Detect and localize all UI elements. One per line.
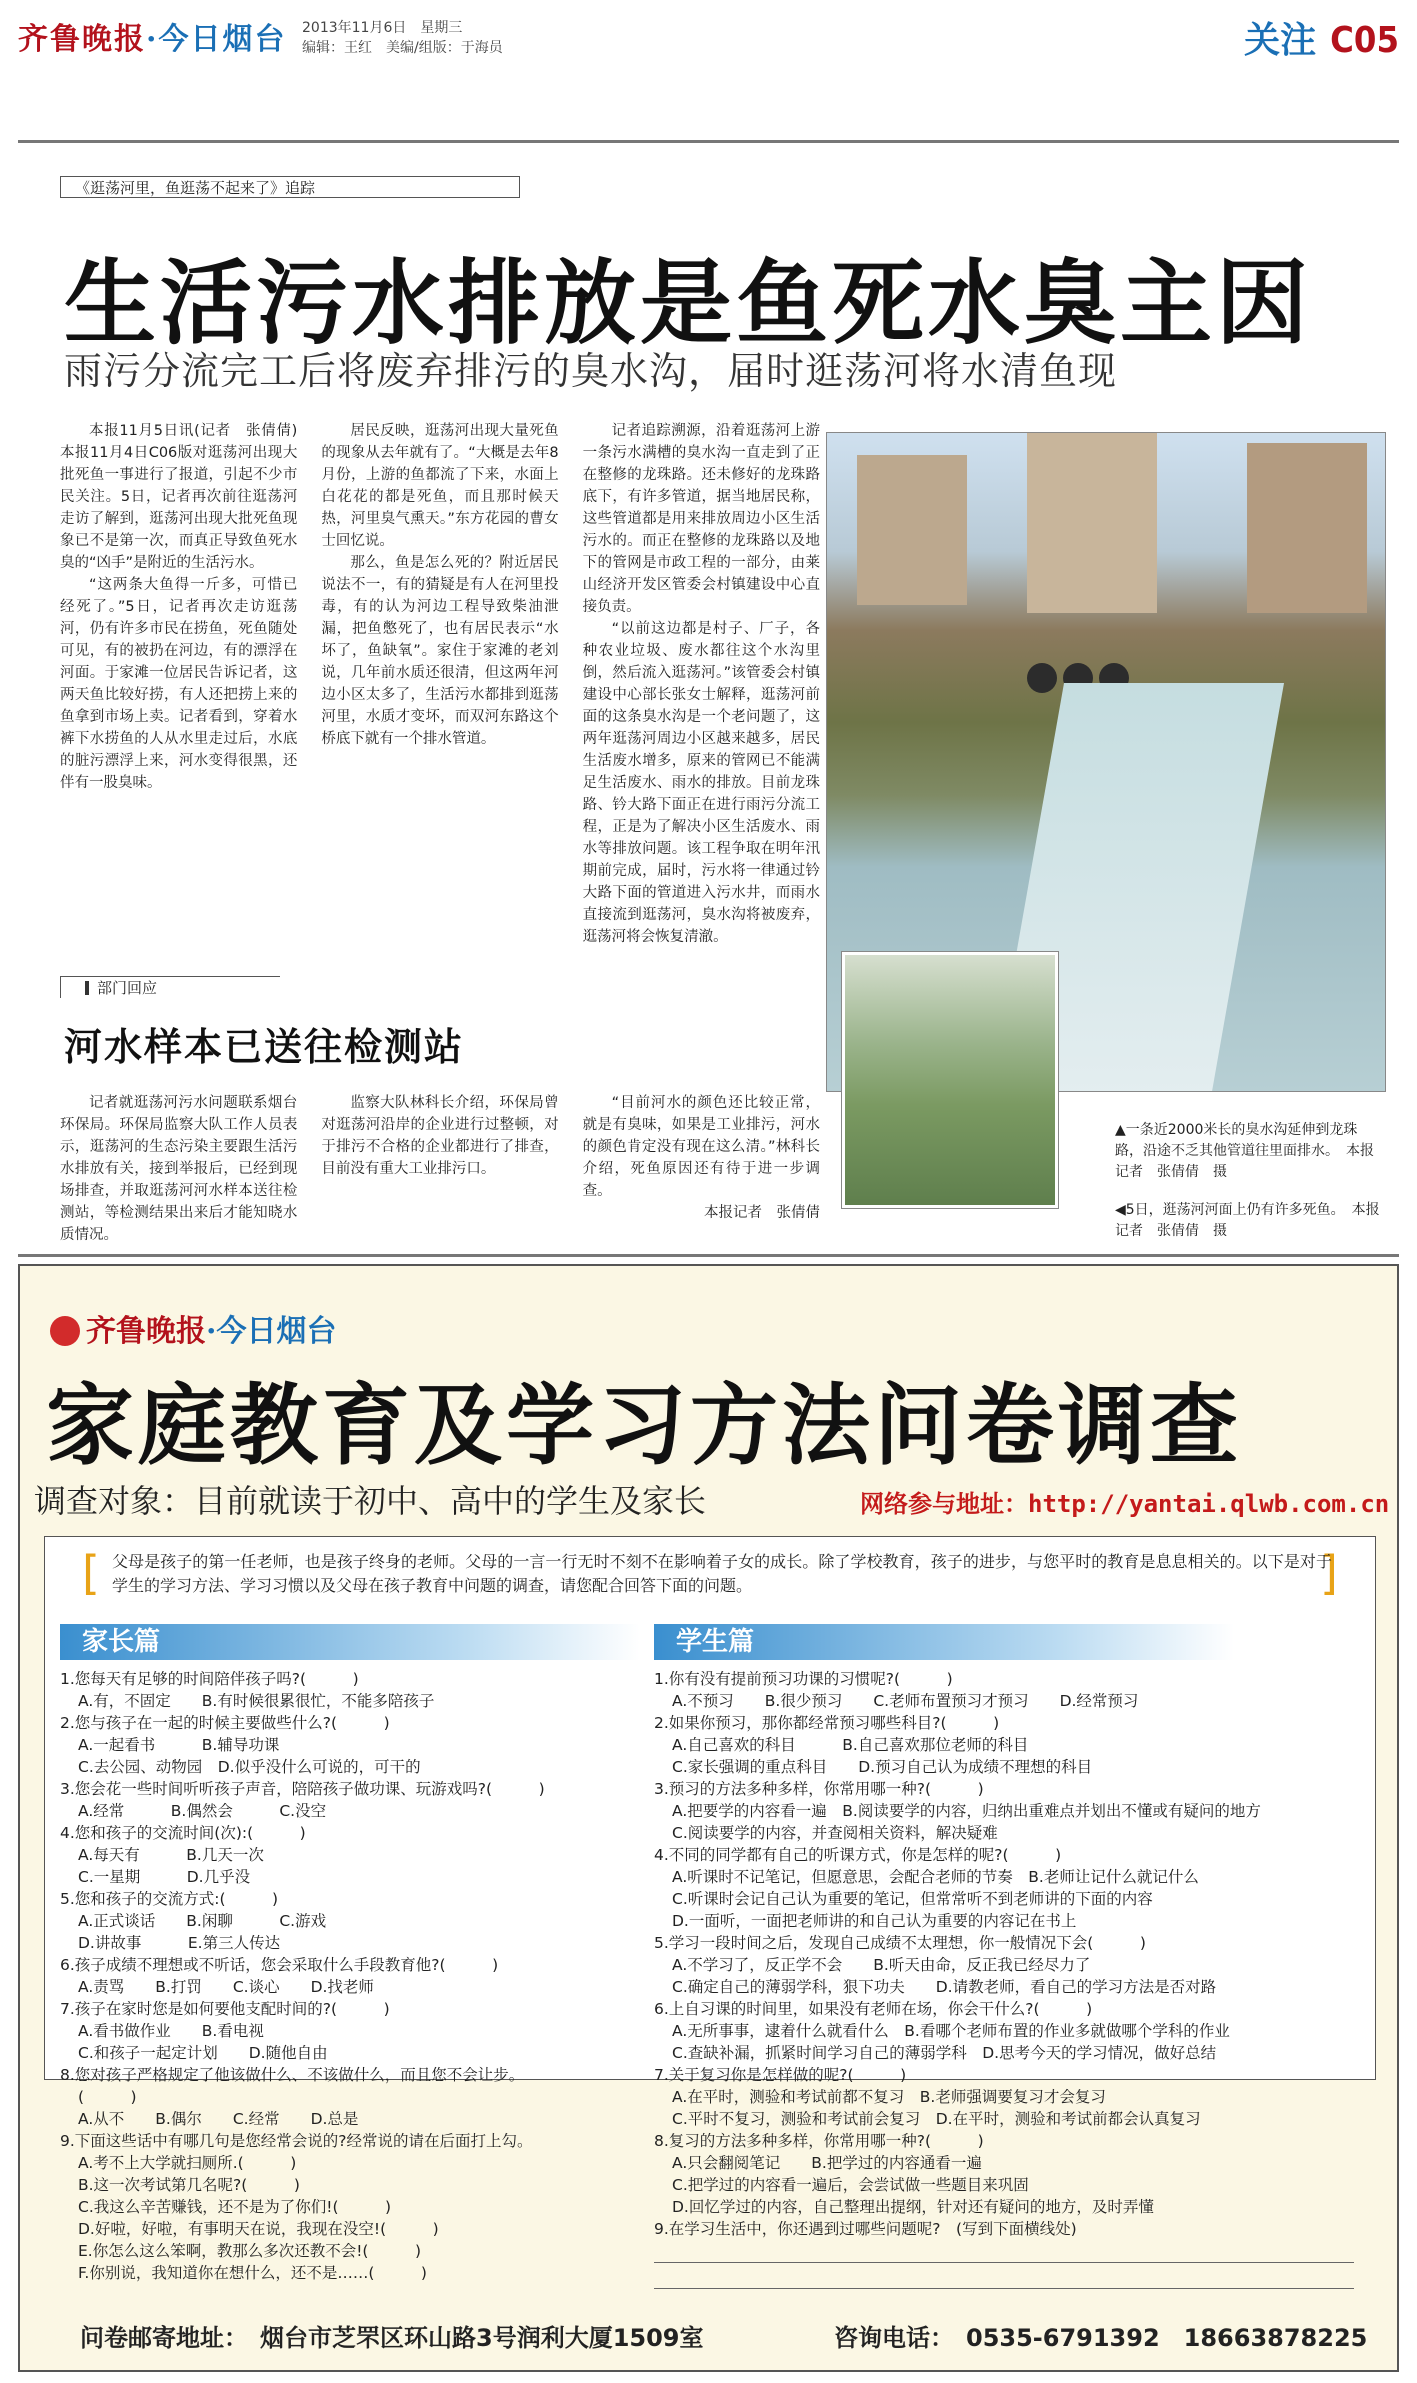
options: A.自己喜欢的科目 B.自己喜欢那位老师的科目 (672, 1736, 1029, 1754)
survey-url[interactable]: 网络参与地址：http://yantai.qlwb.com.cn (860, 1490, 1390, 1518)
page-label (1244, 12, 1399, 63)
options: A.从不 B.偶尔 C.经常 D.总是 (78, 2110, 359, 2128)
headline-secondary: 河水样本已送往检测站 (64, 1025, 465, 1069)
paragraph: 那么，鱼是怎么死的？附近居民说法不一，有的猜疑是有人在河里投毒，有的认为河边工程导致柴油泄漏，把鱼憋死了，也有居民表示“水坏了，鱼缺氧”。家住于家滩的老刘说，几年前水质还很清，但这两年河边小区太多了，生活污水都排到逛荡河里，水质才变坏，而双河东路这个桥底下就有一个排水管道。 (321, 555, 559, 747)
headline: 生活污水排放是鱼死水臭主因 (64, 250, 1313, 357)
options: A.在平时，测验和考试前都不复习 B.老师强调要复习才会复习 (672, 2088, 1106, 2106)
options: D.回忆学过的内容，自己整理出提纲，针对还有疑问的地方，及时弄懂 (672, 2198, 1154, 2216)
options: D.好啦，好啦，有事明天在说，我现在没空!( ) (78, 2220, 439, 2238)
question: 6.孩子成绩不理想或不听话，您会采取什么手段教育他?( ) (60, 1956, 499, 1974)
options: A.责骂 B.打罚 C.谈心 D.找老师 (78, 1978, 374, 1996)
answer-line[interactable] (654, 2288, 1354, 2289)
options: C.家长强调的重点科目 D.预习自己认为成绩不理想的科目 (672, 1758, 1093, 1776)
options: C.和孩子一起定计划 D.随他自由 (78, 2044, 328, 2062)
survey-logo: 齐鲁晚报·今日烟台 (50, 1306, 336, 1350)
mail-address: 问卷邮寄地址： 烟台市芝罘区环山路3号润利大厦1509室 (80, 2324, 704, 2352)
parents-questions (60, 1668, 640, 2284)
divider (18, 1254, 1399, 1257)
question: 3.预习的方法多种多样，你常用哪一种?( ) (654, 1780, 984, 1798)
article-body (60, 420, 820, 948)
byline: 本报记者 张倩倩 (703, 1205, 820, 1221)
divider (18, 140, 1399, 143)
question: 9.下面这些话中有哪几句是您经常会说的?经常说的请在后面打上勾。 (60, 2132, 533, 2150)
options: ( ) (78, 2088, 137, 2106)
paragraph: “这两条大鱼得一斤多，可惜已经死了。”5日，记者再次走访逛荡河，仍有许多市民在捞鱼，死鱼随处可见，有的被扔在河边，有的漂浮在河面。于家滩一位居民告诉记者，这两天鱼比较好捞，有人还把捞上来的鱼拿到市场上卖。记者看到，穿着水裤下水捞鱼的人从水里走过后，水底的脏污漂浮上来，河水变得很黑，还伴有一股臭味。 (60, 577, 298, 791)
logo-icon (50, 1316, 80, 1346)
paragraph: 监察大队林科长介绍，环保局曾对逛荡河沿岸的企业进行过整顿，对于排污不合格的企业都进行了排查，目前没有重大工业排污口。 (321, 1095, 559, 1177)
options: A.不预习 B.很少预习 C.老师布置预习才预习 D.经常预习 (672, 1692, 1139, 1710)
question: 6.上自习课的时间里，如果没有老师在场，你会干什么?( ) (654, 2000, 1093, 2018)
article-body (60, 1092, 820, 1246)
paragraph: 居民反映，逛荡河出现大量死鱼的现象从去年就有了。“大概是去年8月份，上游的鱼都流了下来，水面上白花花的都是死鱼，而且那时候天热，河里臭气熏天。”东方花园的曹女士回忆说。 (321, 423, 559, 549)
question: 4.您和孩子的交流时间(次):( ) (60, 1824, 306, 1842)
column-1 (60, 420, 312, 948)
options: C.听课时会记自己认为重要的笔记，但常常听不到老师讲的下面的内容 (672, 1890, 1153, 1908)
question: 8.您对孩子严格规定了他该做什么、不该做什么，而且您不会让步。 (60, 2066, 525, 2084)
options: C.我这么辛苦赚钱，还不是为了你们!( ) (78, 2198, 392, 2216)
photo-caption: ◀5日，逛荡河河面上仍有许多死鱼。 本报记者 张倩倩 摄 (1115, 1202, 1380, 1239)
paragraph: “目前河水的颜色还比较正常，就是有臭味，如果是工业排污，河水的颜色肯定没有现在这么清。”林科长介绍，死鱼原因还有待于进一步调查。 (582, 1095, 820, 1199)
question: 7.孩子在家时您是如何要他支配时间的?( ) (60, 2000, 390, 2018)
options: A.正式谈话 B.闲聊 C.游戏 (78, 1912, 327, 1930)
options: A.考不上大学就扫厕所.( ) (78, 2154, 297, 2172)
options: C.把学过的内容看一遍后，会尝试做一些题目来巩固 (672, 2176, 1029, 2194)
survey-target: 调查对象：目前就读于初中、高中的学生及家长 (34, 1482, 707, 1520)
paragraph: 记者追踪溯源，沿着逛荡河上游一条污水满槽的臭水沟一直走到了正在整修的龙珠路。还未修好的龙珠路底下，有许多管道，据当地居民称，这些管道都是用来排放周边小区生活污水的。而正在整修的龙珠路以及地下的管网是市政工程的一部分，由莱山经济开发区管委会村镇建设中心直接负责。 (582, 423, 820, 615)
options: A.把要学的内容看一遍 B.阅读要学的内容，归纳出重难点并划出不懂或有疑问的地方 (672, 1802, 1261, 1820)
section-heading-students: 学生篇 (654, 1624, 1234, 1660)
question: 5.学习一段时间之后，发现自己成绩不太理想，你一般情况下会( ) (654, 1934, 1146, 1952)
options: A.无所事事，逮着什么就看什么 B.看哪个老师布置的作业多就做哪个学科的作业 (672, 2022, 1230, 2040)
options: A.一起看书 B.辅导功课 (78, 1736, 280, 1754)
question: 3.您会花一些时间听听孩子声音，陪陪孩子做功课、玩游戏吗?( ) (60, 1780, 545, 1798)
options: A.只会翻阅笔记 B.把学过的内容通看一遍 (672, 2154, 982, 2172)
column-3 (583, 1092, 820, 1246)
options: A.听课时不记笔记，但愿意思，会配合老师的节奏 B.老师让记什么就记什么 (672, 1868, 1199, 1886)
masthead-logo: 齐鲁晚报·今日烟台 (18, 22, 287, 57)
options: A.经常 B.偶然会 C.没空 (78, 1802, 327, 1820)
paragraph: 记者就逛荡河污水问题联系烟台环保局。环保局监察大队工作人员表示，逛荡河的生态污染主要跟生活污水排放有关，接到举报后，已经到现场排查，并取逛荡河河水样本送往检测站，等检测结果出来后才能知晓水质情况。 (60, 1095, 298, 1243)
page-number: C05 (1330, 20, 1399, 61)
paragraph: “以前这边都是村子、厂子，各种农业垃圾、废水都往这个水沟里倒，然后流入逛荡河。”该管委会村镇建设中心部长张女士解释，逛荡河前面的这条臭水沟是一个老问题了，这两年逛荡河周边小区越来越多，居民生活废水增多，原来的管网已不能满足生活废水、雨水的排放。目前龙珠路、钤大路下面正在进行雨污分流工程，正是为了解决小区生活废水、雨水等排放问题。该工程争取在明年汛期前完成，届时，污水将一律通过钤大路下面的管道进入污水井，而雨水直接流到逛荡河，臭水沟将被废弃，逛荡河将会恢复清澈。 (582, 621, 820, 945)
article-tag: 《逛荡河里，鱼逛荡不起来了》追踪 (60, 176, 520, 198)
column-3 (583, 420, 820, 948)
options: C.阅读要学的内容，并查阅相关资料，解决疑难 (672, 1824, 998, 1842)
column-2 (321, 1092, 558, 1246)
options: E.你怎么这么笨啊，教那么多次还教不会!( ) (78, 2242, 422, 2260)
date-line: 2013年11月6日 星期三 (302, 20, 463, 36)
question: 4.不同的同学都有自己的听课方式，你是怎样的呢?( ) (654, 1846, 1062, 1864)
options: C.一星期 D.几乎没 (78, 1868, 251, 1886)
question: 1.你有没有提前预习功课的习惯呢?( ) (654, 1670, 953, 1688)
options: A.看书做作业 B.看电视 (78, 2022, 264, 2040)
question: 9.在学习生活中，你还遇到过哪些问题呢? (写到下面横线处) (654, 2220, 1077, 2238)
options: A.不学习了，反正学不会 B.听天由命，反正我已经尽力了 (672, 1956, 1091, 1974)
bracket-left-icon: [ (82, 1546, 100, 1600)
question: 2.您与孩子在一起的时候主要做些什么?( ) (60, 1714, 390, 1732)
students-questions (654, 1668, 1354, 2240)
options: C.确定自己的薄弱学科，狠下功夫 D.请教老师，看自己的学习方法是否对路 (672, 1978, 1217, 1996)
options: D.一面听，一面把老师讲的和自己认为重要的内容记在书上 (672, 1912, 1077, 1930)
options: D.讲故事 E.第三人传达 (78, 1934, 281, 1952)
options: C.平时不复习，测验和考试前会复习 D.在平时，测验和考试前都会认真复习 (672, 2110, 1201, 2128)
column-2 (321, 420, 558, 948)
photo-caption: ▲一条近2000米长的臭水沟延伸到龙珠路，沿途不乏其他管道往里面排水。 本报记者 张倩倩 摄 (1115, 1122, 1374, 1180)
photo-river-dead-fish (842, 952, 1058, 1208)
section-heading-parents: 家长篇 (60, 1624, 640, 1660)
phone-number: 咨询电话： 0535-6791392 18663878225 (834, 2324, 1368, 2352)
bracket-right-icon: ] (1320, 1546, 1338, 1600)
masthead-meta (302, 18, 503, 58)
options: C.查缺补漏，抓紧时间学习自己的薄弱学科 D.思考今天的学习情况，做好总结 (672, 2044, 1217, 2062)
question: 7.关于复习你是怎样做的呢?( ) (654, 2066, 907, 2084)
question: 1.您每天有足够的时间陪伴孩子吗?( ) (60, 1670, 359, 1688)
question: 5.您和孩子的交流方式:( ) (60, 1890, 279, 1908)
editors-line: 编辑：王红 美编/组版：于海员 (302, 40, 503, 56)
options: A.每天有 B.几天一次 (78, 1846, 264, 1864)
column-1 (60, 1092, 297, 1246)
options: C.去公园、动物园 D.似乎没什么可说的，可干的 (78, 1758, 421, 1776)
question: 8.复习的方法多种多样，你常用哪一种?( ) (654, 2132, 984, 2150)
options: A.有，不固定 B.有时候很累很忙，不能多陪孩子 (78, 1692, 435, 1710)
question: 2.如果你预习，那你都经常预习哪些科目?( ) (654, 1714, 1000, 1732)
article-tag: 部门回应 (60, 976, 280, 998)
answer-line[interactable] (654, 2262, 1354, 2263)
options: B.这一次考试第几名呢?( ) (78, 2176, 300, 2194)
survey-intro: 父母是孩子的第一任老师，也是孩子终身的老师。父母的一言一行无时不刻不在影响着子女的成长。除了学校教育，孩子的进步，与您平时的教育是息息相关的。以下是对于学生的学习方法、学习习惯以及父母在孩子教育中问题的调查，请您配合回答下面的问题。 (112, 1552, 1332, 1595)
column-name: 关注 (1244, 20, 1317, 61)
paragraph: 本报11月5日讯(记者 张倩倩) 本报11月4日C06版对逛荡河出现大批死鱼一事进行了报道，引起不少市民关注。5日，记者再次前往逛荡河走访了解到，逛荡河出现大批死鱼现象已不是第一次，而真正导致鱼死水臭的“凶手”是附近的生活污水。 (60, 423, 312, 571)
survey-title: 家庭教育及学习方法问卷调查 (46, 1374, 1243, 1477)
subheadline: 雨污分流完工后将废弃排污的臭水沟，届时逛荡河将水清鱼现 (64, 349, 1118, 393)
options: F.你别说，我知道你在想什么，还不是……( ) (78, 2264, 427, 2282)
